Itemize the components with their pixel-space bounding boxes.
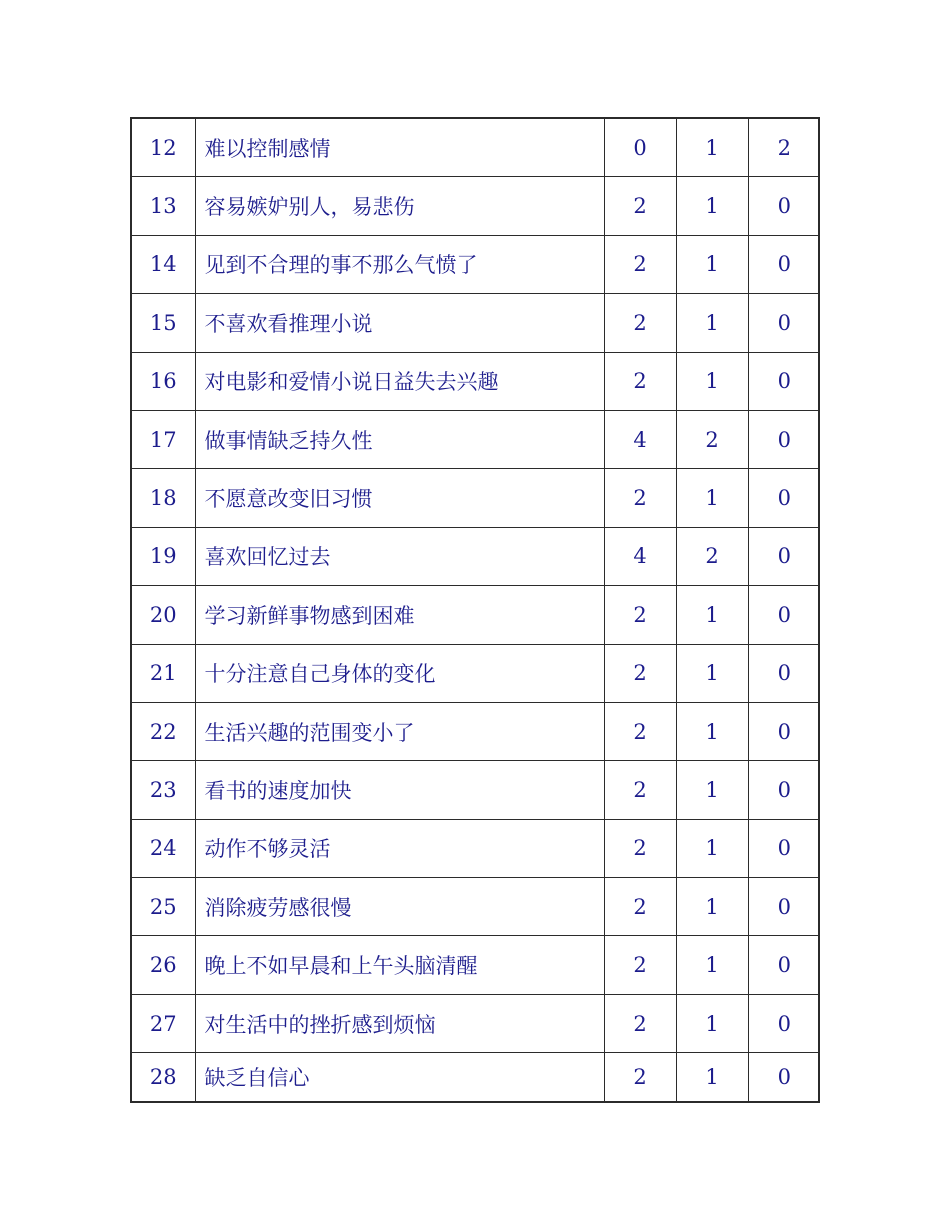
item-description: 缺乏自信心: [195, 1053, 604, 1102]
score-option-3: 0: [748, 644, 820, 702]
score-option-1: 2: [604, 352, 676, 410]
score-option-2: 1: [676, 878, 748, 936]
score-option-1: 2: [604, 819, 676, 877]
score-option-3: 0: [748, 177, 820, 235]
score-option-3: 0: [748, 527, 820, 585]
item-number: 26: [132, 936, 195, 994]
score-option-3: 0: [748, 994, 820, 1052]
score-option-2: 2: [676, 527, 748, 585]
score-option-1: 4: [604, 527, 676, 585]
item-number: 18: [132, 469, 195, 527]
item-description: 做事情缺乏持久性: [195, 410, 604, 468]
item-description: 容易嫉妒别人，易悲伤: [195, 177, 604, 235]
score-option-3: 0: [748, 761, 820, 819]
item-number: 25: [132, 878, 195, 936]
score-option-2: 1: [676, 352, 748, 410]
item-number: 16: [132, 352, 195, 410]
table-row: [132, 819, 820, 877]
item-number: 21: [132, 644, 195, 702]
score-option-3: 0: [748, 1053, 820, 1102]
table-row: [132, 410, 820, 468]
score-option-3: 0: [748, 235, 820, 293]
score-option-2: 1: [676, 994, 748, 1052]
questionnaire-grid: [132, 119, 820, 1101]
table-row: [132, 352, 820, 410]
item-description: 消除疲劳感很慢: [195, 878, 604, 936]
score-option-2: 1: [676, 469, 748, 527]
table-row: [132, 586, 820, 644]
item-number: 23: [132, 761, 195, 819]
item-description: 不愿意改变旧习惯: [195, 469, 604, 527]
score-option-2: 1: [676, 294, 748, 352]
item-description: 晚上不如早晨和上午头脑清醒: [195, 936, 604, 994]
item-number: 27: [132, 994, 195, 1052]
table-row: [132, 1053, 820, 1102]
score-option-2: 1: [676, 1053, 748, 1102]
item-description: 难以控制感情: [195, 119, 604, 177]
table-row: [132, 878, 820, 936]
item-number: 28: [132, 1053, 195, 1102]
table-row: [132, 527, 820, 585]
table-row: [132, 936, 820, 994]
score-option-1: 2: [604, 994, 676, 1052]
questionnaire-table: [130, 117, 820, 1103]
score-option-2: 2: [676, 410, 748, 468]
score-option-2: 1: [676, 761, 748, 819]
item-number: 12: [132, 119, 195, 177]
item-description: 对生活中的挫折感到烦恼: [195, 994, 604, 1052]
score-option-3: 2: [748, 119, 820, 177]
item-number: 20: [132, 586, 195, 644]
score-option-1: 2: [604, 702, 676, 760]
score-option-1: 2: [604, 761, 676, 819]
score-option-3: 0: [748, 878, 820, 936]
table-row: [132, 294, 820, 352]
table-row: [132, 761, 820, 819]
item-description: 不喜欢看推理小说: [195, 294, 604, 352]
table-row: [132, 235, 820, 293]
score-option-3: 0: [748, 586, 820, 644]
item-description: 学习新鲜事物感到困难: [195, 586, 604, 644]
item-description: 看书的速度加快: [195, 761, 604, 819]
score-option-1: 2: [604, 469, 676, 527]
score-option-3: 0: [748, 410, 820, 468]
item-number: 24: [132, 819, 195, 877]
score-option-1: 0: [604, 119, 676, 177]
score-option-1: 2: [604, 1053, 676, 1102]
score-option-1: 4: [604, 410, 676, 468]
item-number: 19: [132, 527, 195, 585]
score-option-1: 2: [604, 294, 676, 352]
table-body: [132, 119, 820, 1101]
score-option-2: 1: [676, 119, 748, 177]
score-option-3: 0: [748, 294, 820, 352]
score-option-1: 2: [604, 878, 676, 936]
table-row: [132, 994, 820, 1052]
score-option-1: 2: [604, 644, 676, 702]
table-row: [132, 702, 820, 760]
score-option-3: 0: [748, 469, 820, 527]
item-number: 15: [132, 294, 195, 352]
item-number: 17: [132, 410, 195, 468]
score-option-1: 2: [604, 235, 676, 293]
item-description: 动作不够灵活: [195, 819, 604, 877]
score-option-3: 0: [748, 702, 820, 760]
table-row: [132, 177, 820, 235]
score-option-2: 1: [676, 177, 748, 235]
score-option-3: 0: [748, 936, 820, 994]
score-option-2: 1: [676, 586, 748, 644]
item-number: 14: [132, 235, 195, 293]
score-option-2: 1: [676, 235, 748, 293]
item-description: 对电影和爱情小说日益失去兴趣: [195, 352, 604, 410]
item-description: 生活兴趣的范围变小了: [195, 702, 604, 760]
item-description: 十分注意自己身体的变化: [195, 644, 604, 702]
table-row: [132, 119, 820, 177]
score-option-2: 1: [676, 936, 748, 994]
score-option-1: 2: [604, 936, 676, 994]
score-option-1: 2: [604, 177, 676, 235]
item-number: 22: [132, 702, 195, 760]
item-number: 13: [132, 177, 195, 235]
score-option-2: 1: [676, 819, 748, 877]
item-description: 喜欢回忆过去: [195, 527, 604, 585]
table-row: [132, 469, 820, 527]
score-option-1: 2: [604, 586, 676, 644]
score-option-2: 1: [676, 644, 748, 702]
score-option-3: 0: [748, 352, 820, 410]
score-option-2: 1: [676, 702, 748, 760]
item-description: 见到不合理的事不那么气愤了: [195, 235, 604, 293]
table-row: [132, 644, 820, 702]
score-option-3: 0: [748, 819, 820, 877]
